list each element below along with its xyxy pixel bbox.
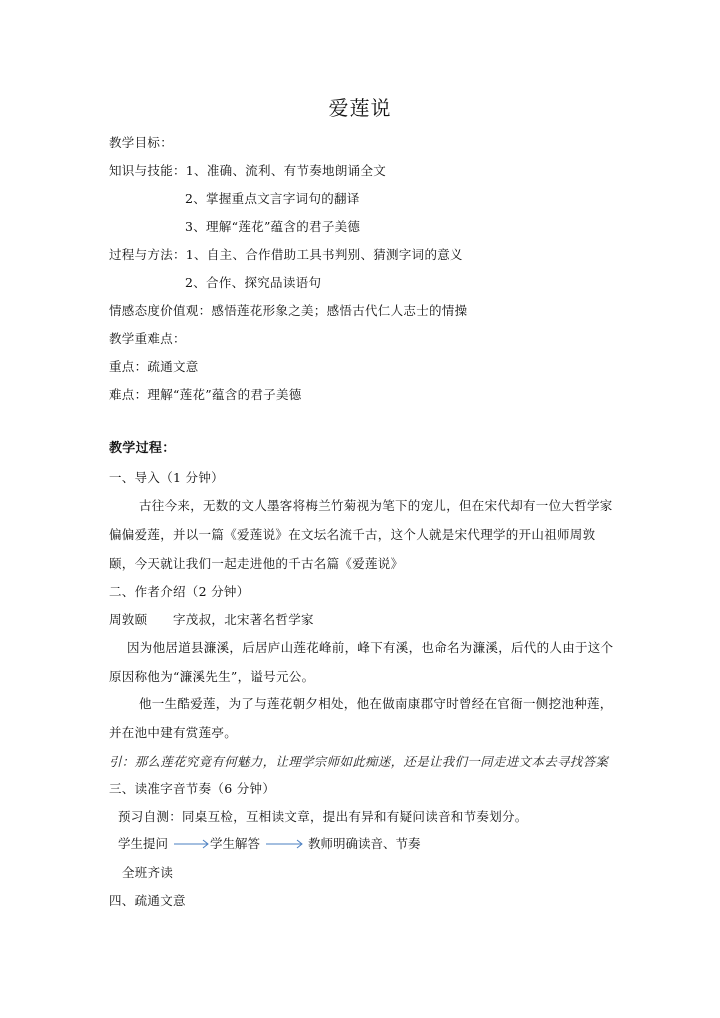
- flow-arrow-2-icon: [266, 838, 304, 850]
- section2-quote: 引：那么莲花究竟有何魅力，让理学宗师如此痴迷，还是让我们一同走进文本去寻找答案: [109, 754, 609, 769]
- author-line: 周敦颐 字茂叔，北宋著名哲学家: [109, 612, 314, 627]
- flow-step-student-ask: 学生提问: [118, 836, 169, 851]
- section2-heading: 二、作者介绍（2 分钟）: [109, 584, 250, 599]
- objectives-heading: 教学目标：: [109, 135, 174, 150]
- knowledge-item-3: 3、理解“莲花”蕴含的君子美德: [185, 219, 361, 234]
- document-title: 爱莲说: [328, 96, 392, 120]
- flow-arrow-1-icon: [174, 838, 210, 850]
- flow-step-teacher-clarify: 教师明确读音、节奏: [308, 836, 421, 851]
- section1-body: 古往今来，无数的文人墨客将梅兰竹菊视为笔下的宠儿，但在宋代却有一位大哲学家偏偏爱莲，并以一篇《爱莲说》在文坛名流千古，这个人就是宋代理学的开山祖师周敦颐，今天就让我们一起走进他的千古名篇《爱莲说》: [109, 498, 613, 571]
- knowledge-item-1: 知识与技能：1、准确、流利、有节奏地朗诵全文: [109, 163, 387, 178]
- process-method-item-1: 过程与方法：1、自主、合作借助工具书判别、猜测字词的意义: [109, 247, 463, 262]
- class-read: 全班齐读: [122, 865, 174, 880]
- process-heading: 教学过程：: [109, 441, 176, 456]
- section2-para1: 因为他居道县濂溪，后居庐山莲花峰前，峰下有溪，也命名为濂溪，后代的人由于这个原因称他为“濂溪先生”，谥号元公。: [109, 640, 614, 684]
- section4-heading: 四、疏通文意: [109, 893, 186, 908]
- emotion-objective: 情感态度价值观：感悟莲花形象之美；感悟古代仁人志士的情操: [109, 303, 468, 318]
- key-point: 重点：疏通文意: [109, 359, 199, 374]
- section1-heading: 一、导入（1 分钟）: [109, 470, 224, 485]
- flow-step-student-answer: 学生解答: [210, 836, 261, 851]
- section3-heading: 三、读准字音节奏（6 分钟）: [109, 781, 276, 796]
- process-method-item-2: 2、合作、探究品读语句: [185, 275, 322, 290]
- difficult-point: 难点：理解“莲花”蕴含的君子美德: [109, 387, 302, 402]
- key-heading: 教学重难点：: [109, 331, 186, 346]
- knowledge-item-2: 2、掌握重点文言字词句的翻译: [185, 191, 360, 206]
- preview-test: 预习自测：同桌互检，互相读文章，提出有异和有疑问读音和节奏划分。: [118, 809, 528, 824]
- section2-para2: 他一生酷爱莲，为了与莲花朝夕相处，他在做南康郡守时曾经在官衙一侧挖池种莲，并在池中建有赏莲亭。: [109, 696, 613, 740]
